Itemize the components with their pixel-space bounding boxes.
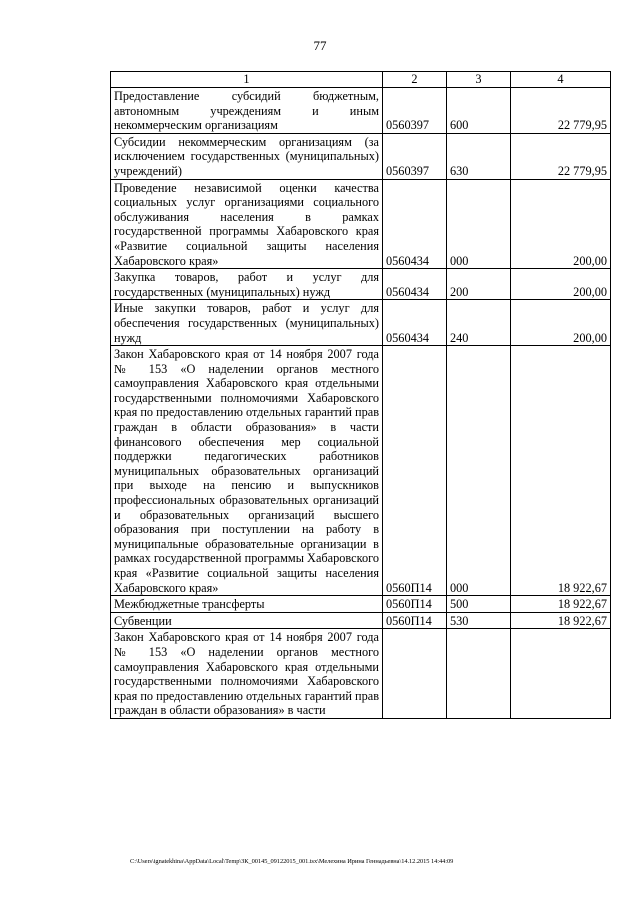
row-description: Межбюджетные трансферты: [111, 596, 383, 613]
row-amount: 22 779,95: [511, 88, 611, 134]
header-cell: 3: [447, 72, 511, 88]
table-row: [111, 346, 611, 596]
row-amount: 18 922,67: [511, 346, 611, 596]
row-amount: [511, 629, 611, 719]
table-row: [111, 629, 611, 719]
row-expense-type: [447, 629, 511, 719]
row-amount: 200,00: [511, 179, 611, 269]
row-amount: 18 922,67: [511, 612, 611, 629]
row-target-code: 0560397: [383, 133, 447, 179]
row-target-code: [383, 629, 447, 719]
row-target-code: 0560397: [383, 88, 447, 134]
table-row: [111, 300, 611, 346]
row-expense-type: 630: [447, 133, 511, 179]
row-expense-type: 500: [447, 596, 511, 613]
row-amount: 200,00: [511, 269, 611, 300]
row-description: Предоставление субсидий бюджетным, автономным учреждениям и иным некоммерческим организациям: [111, 88, 383, 134]
row-description: Иные закупки товаров, работ и услуг для обеспечения государственных (муниципальных) нужд: [111, 300, 383, 346]
row-description: Субсидии некоммерческим организациям (за исключением государственных (муниципальных) учреждений): [111, 133, 383, 179]
header-cell: 4: [511, 72, 611, 88]
row-expense-type: 530: [447, 612, 511, 629]
table-row: [111, 612, 611, 629]
row-description: Закупка товаров, работ и услуг для государственных (муниципальных) нужд: [111, 269, 383, 300]
row-expense-type: 000: [447, 179, 511, 269]
header-cell: 2: [383, 72, 447, 88]
row-description: Субвенции: [111, 612, 383, 629]
row-amount: 22 779,95: [511, 133, 611, 179]
row-amount: 200,00: [511, 300, 611, 346]
table-row: [111, 88, 611, 134]
row-target-code: 0560П14: [383, 346, 447, 596]
row-expense-type: 600: [447, 88, 511, 134]
file-path-footer: C:\Users\ignatekhina\AppData\Local\Temp\ЗК_00145_09122015_001.tsx\Мелехина Ирина Геннадьевна\14.12.2015 14:44:09: [130, 858, 454, 865]
row-expense-type: 000: [447, 346, 511, 596]
table-row: [111, 269, 611, 300]
row-expense-type: 240: [447, 300, 511, 346]
table-row: [111, 596, 611, 613]
row-target-code: 0560П14: [383, 612, 447, 629]
row-description: Закон Хабаровского края от 14 ноября 2007 года № 153 «О наделении органов местного самоуправления Хабаровского края отдельными государственными полномочиями Хабаровского края по предоставлению отдельных гарантий прав граждан в области образования» в части: [111, 629, 383, 719]
row-target-code: 0560П14: [383, 596, 447, 613]
row-target-code: 0560434: [383, 179, 447, 269]
page-number: 77: [313, 38, 327, 53]
table-row: [111, 133, 611, 179]
row-description: Проведение независимой оценки качества социальных услуг организациями социального обслуживания населения в рамках государственной программы Хабаровского края «Развитие социальной защиты населения Хабаровского края»: [111, 179, 383, 269]
table-row: [111, 179, 611, 269]
row-target-code: 0560434: [383, 300, 447, 346]
row-expense-type: 200: [447, 269, 511, 300]
row-amount: 18 922,67: [511, 596, 611, 613]
row-description: Закон Хабаровского края от 14 ноября 2007 года № 153 «О наделении органов местного самоуправления Хабаровского края отдельными государственными полномочиями Хабаровского края по предоставлению отдельных гарантий прав граждан в области образования» в части финансового обеспечения мер социальной поддержки педагогических работников муниципальных образовательных организаций при выходе на пенсию и выпускников профессиональных образовательных организаций и образовательных организаций высшего образования при поступлении на работу в муниципальные образовательные организации в рамках государственной программы Хабаровского края «Развитие социальной защиты населения Хабаровского края»: [111, 346, 383, 596]
table-header-row: [111, 72, 611, 88]
row-target-code: 0560434: [383, 269, 447, 300]
budget-table: [110, 71, 611, 719]
header-cell: 1: [111, 72, 383, 88]
